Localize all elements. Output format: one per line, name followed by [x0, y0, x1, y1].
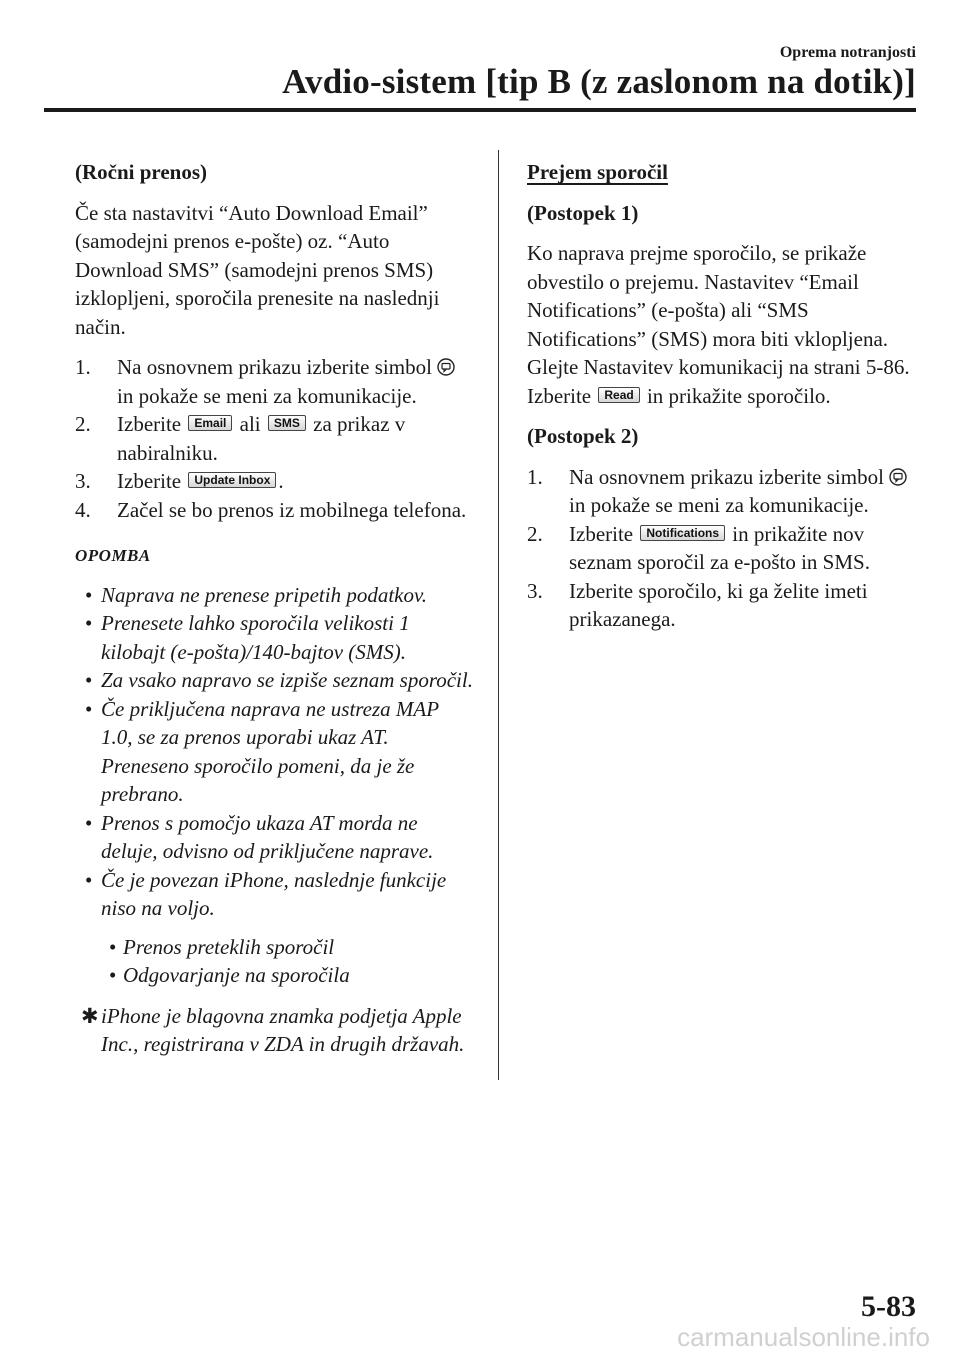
sub-note-item: • Odgovarjanje na sporočila — [109, 963, 350, 987]
intro-paragraph: Če sta nastavitvi “Auto Download Email” (samodejni prenos e-pošte) oz. “Auto Download SMS” (samodejni prenos SMS) izklopljeni, sporočila prenesite na naslednji način. — [75, 200, 440, 339]
section-label: Oprema notranjosti — [779, 44, 916, 61]
communication-icon — [889, 468, 907, 486]
step-number: 3. — [75, 469, 91, 493]
procedure-1-heading: (Postopek 1) — [527, 200, 639, 225]
right-column — [527, 158, 927, 648]
sms-button[interactable]: SMS — [268, 415, 306, 431]
update-inbox-button[interactable]: Update Inbox — [188, 472, 276, 488]
step-item — [527, 577, 927, 634]
step-text: Izberite — [569, 521, 634, 546]
note-item: • Prenos s pomočjo ukaza AT morda ne deluje, odvisno od priključene naprave. — [85, 810, 434, 863]
step-text: Na osnovnem prikazu izberite simbol — [569, 464, 884, 489]
header-rule — [44, 108, 916, 112]
step-item — [527, 520, 927, 577]
trademark-footnote: ✱ iPhone je blagovna znamka podjetja Apple Inc., registrirana v ZDA in drugih državah. — [81, 1003, 465, 1056]
page-title: Avdio-sistem [tip B (z zaslonom na dotik)] — [282, 62, 916, 101]
step-item — [75, 410, 475, 467]
procedure-2-steps — [527, 463, 927, 634]
column-divider — [498, 150, 499, 1080]
procedure-1-text: Ko naprava prejme sporočilo, se prikaže obvestilo o prejemu. Nastavitev “Email Notifications” (e-pošta) ali “SMS Notifications” (SMS) mora biti vklopljena. Glejte Nastavitev komunikacij na strani 5-86. Izberite Read in prikažite sporočilo. — [527, 241, 910, 408]
note-list — [75, 581, 475, 923]
page-number: 5-83 — [861, 1290, 916, 1323]
step-number: 2. — [75, 412, 91, 436]
read-button[interactable]: Read — [598, 387, 639, 403]
step-text: za prikaz v nabiralniku. — [117, 412, 406, 465]
step-number: 3. — [527, 578, 543, 603]
step-number: 4. — [75, 497, 91, 522]
receive-messages-heading: Prejem sporočil — [527, 160, 668, 184]
step-text: Izberite — [117, 469, 182, 493]
step-item — [527, 463, 927, 520]
iphone-unavailable-list — [75, 933, 475, 990]
procedure-2-heading: (Postopek 2) — [527, 424, 639, 448]
step-number: 1. — [527, 464, 543, 489]
note-item: • Prenesete lahko sporočila velikosti 1 kilobajt (e-pošta)/140-bajtov (SMS). — [85, 611, 410, 664]
step-item — [75, 353, 475, 410]
step-text: in pokaže se meni za komunikacije. — [569, 493, 869, 517]
step-text: ali — [239, 412, 261, 436]
step-text: Na osnovnem prikazu izberite simbol — [117, 355, 432, 379]
note-item: • Če priključena naprava ne ustreza MAP 1.0, se za prenos uporabi ukaz AT. Preneseno sporočilo pomeni, da je že prebrano. — [85, 696, 439, 806]
step-text: Začel se bo prenos iz mobilnega telefona. — [117, 497, 467, 522]
manual-transfer-heading: (Ročni prenos) — [75, 160, 208, 184]
note-heading: OPOMBA — [75, 546, 151, 565]
note-item: • Naprava ne prenese pripetih podatkov. — [85, 582, 428, 607]
watermark: carmanualsonline.info — [677, 1322, 930, 1352]
manual-steps — [75, 353, 475, 524]
notifications-button[interactable]: Notifications — [640, 525, 725, 541]
step-text: . — [278, 469, 284, 493]
step-text: in prikažite nov seznam sporočil za e-pošto in SMS. — [569, 521, 870, 574]
communication-icon — [437, 358, 455, 376]
email-button[interactable]: Email — [188, 415, 232, 431]
step-item — [75, 467, 475, 496]
step-text: Izberite — [117, 412, 182, 436]
note-item: • Če je povezan iPhone, naslednje funkcije niso na voljo. — [85, 867, 447, 920]
step-number: 1. — [75, 355, 91, 379]
note-item: • Za vsako napravo se izpiše seznam sporočil. — [85, 668, 473, 692]
left-column — [75, 158, 475, 1059]
asterisk-icon: ✱ — [81, 1003, 99, 1028]
step-item — [75, 496, 475, 525]
step-number: 2. — [527, 521, 543, 546]
sub-note-item: • Prenos preteklih sporočil — [109, 934, 335, 959]
step-text: Izberite sporočilo, ki ga želite imeti prikazanega. — [569, 578, 868, 631]
step-text: in pokaže se meni za komunikacije. — [117, 383, 417, 408]
